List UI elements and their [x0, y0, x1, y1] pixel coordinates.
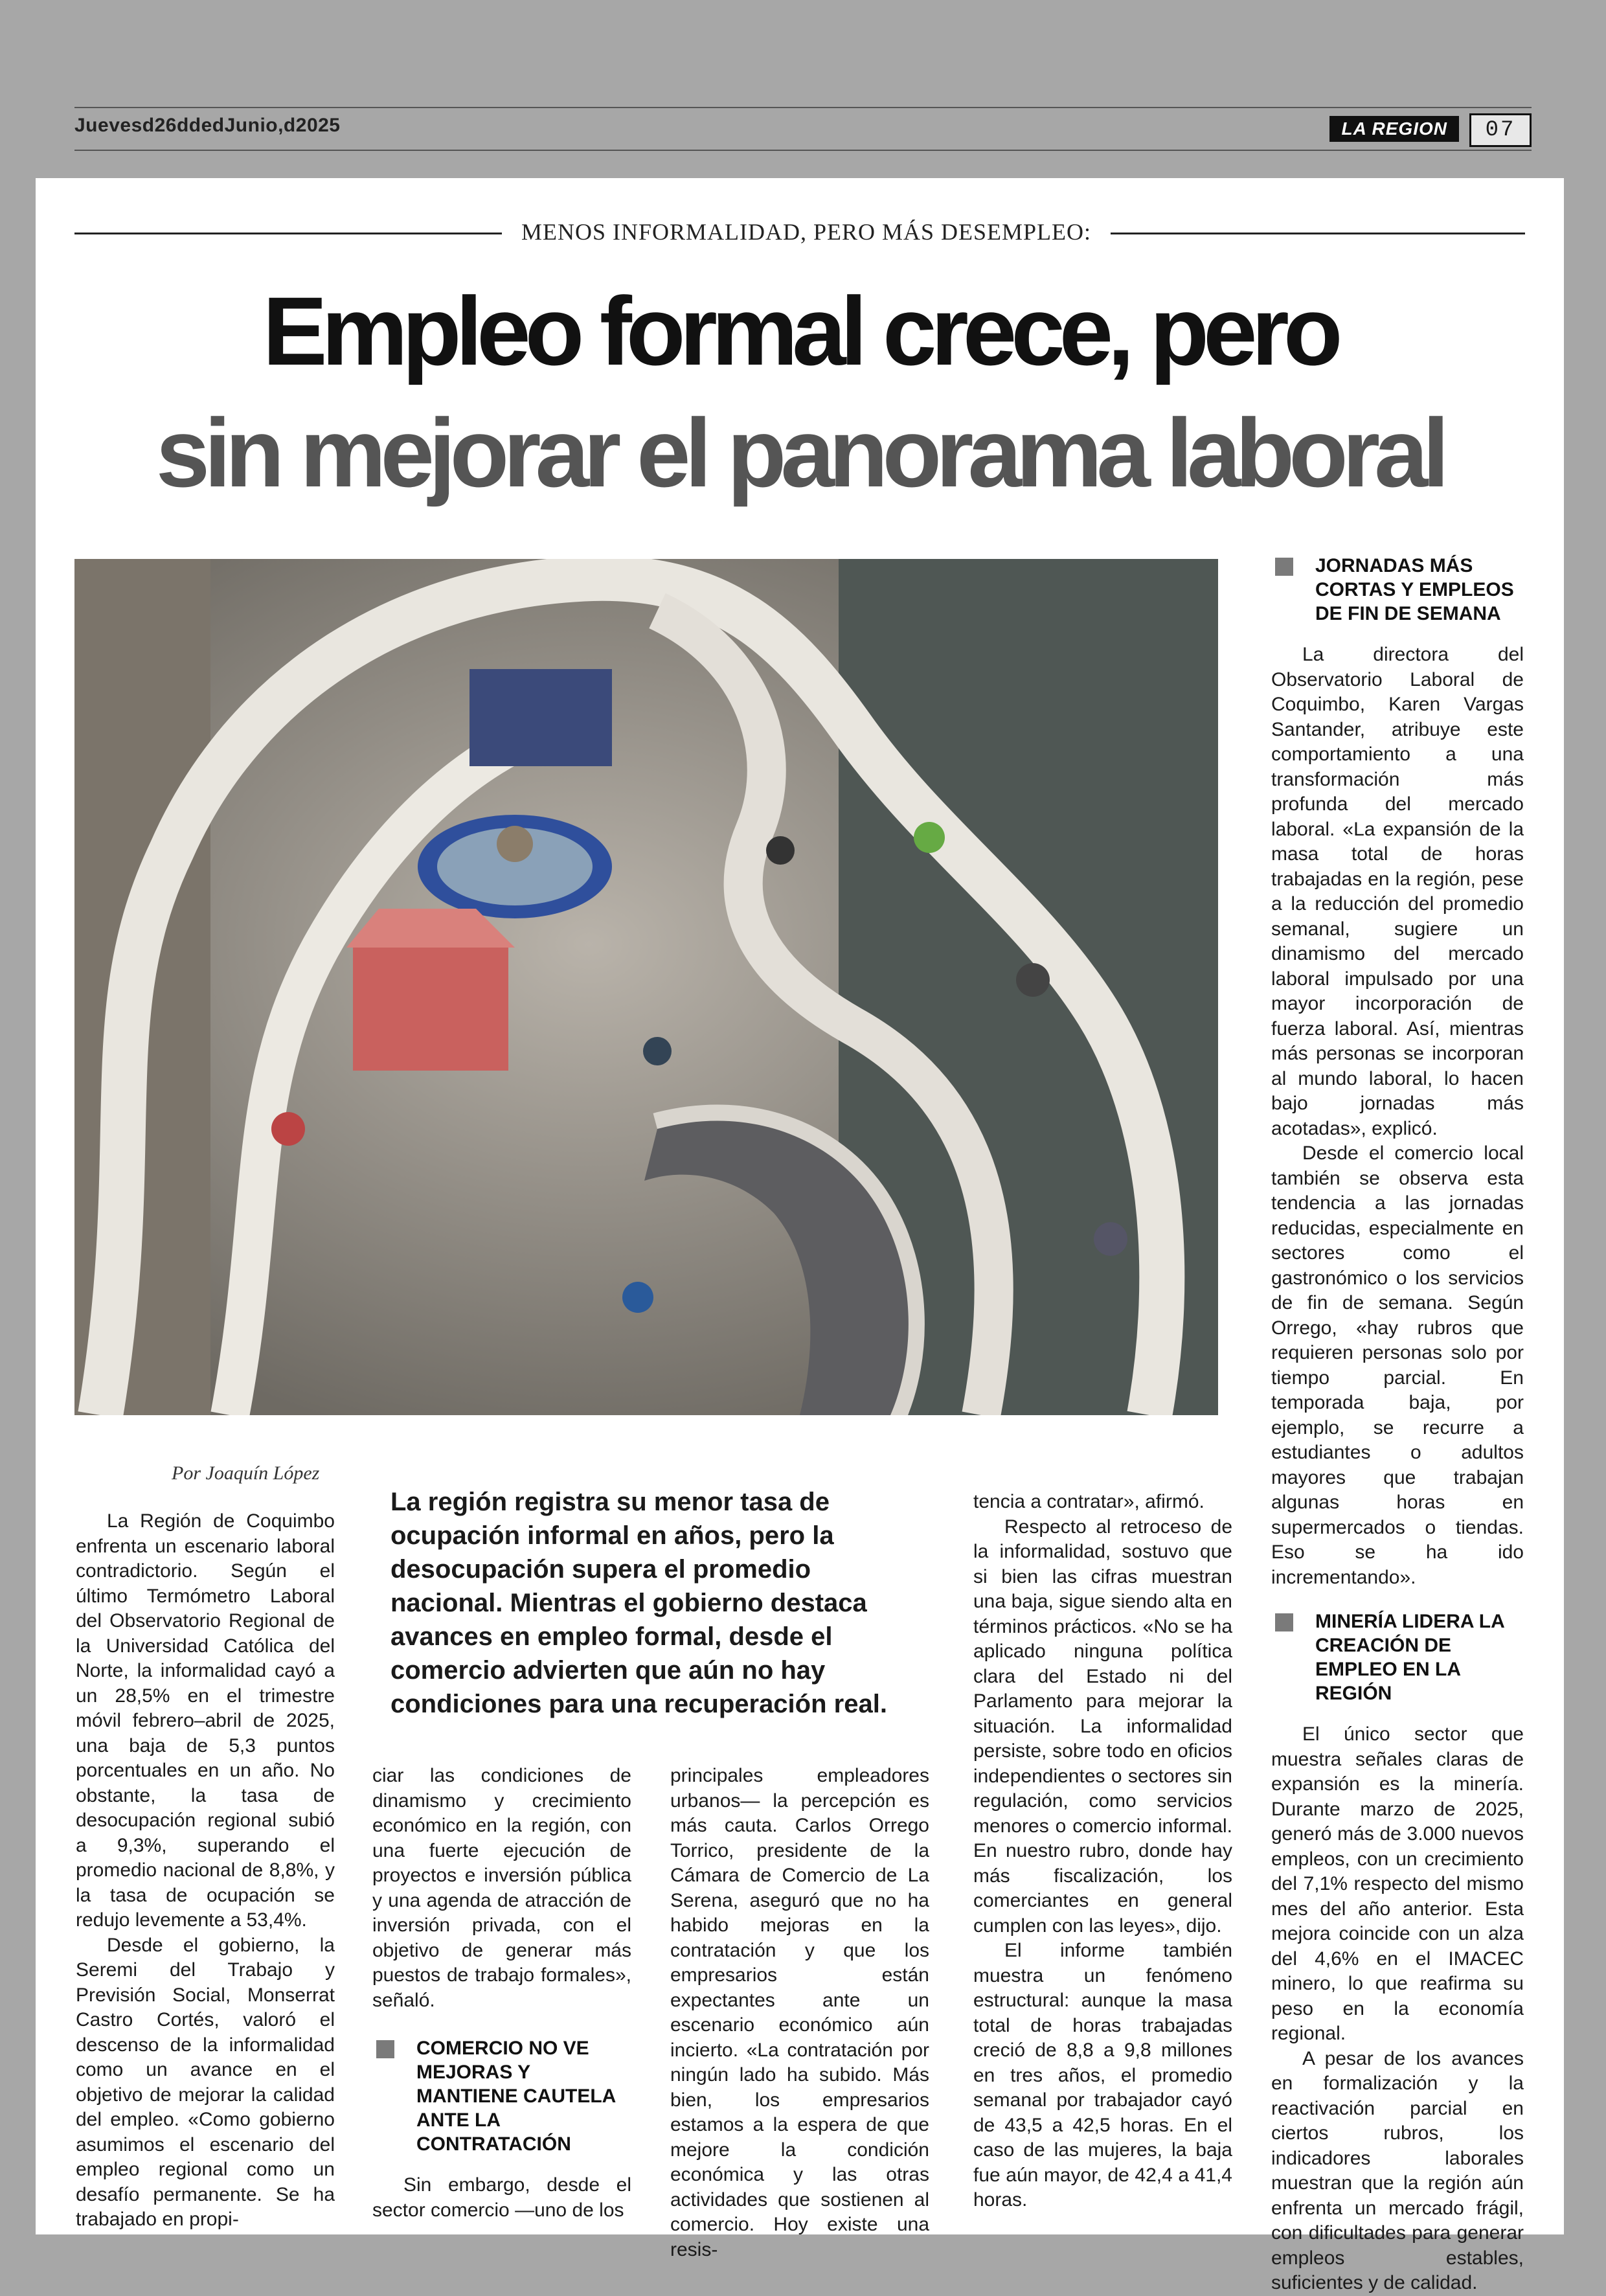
section-square-icon — [1275, 1613, 1293, 1631]
kicker-rule-right — [1111, 233, 1525, 234]
section-heading-text: COMERCIO NO VE MEJORAS Y MANTIENE CAUTELA ANTE LA CONTRATACIÓN — [416, 2038, 616, 2155]
sidebar-body-2 — [1271, 1722, 1524, 2296]
article-column-1 — [76, 1509, 335, 2233]
paragraph: La Región de Coquimbo enfrenta un escenario laboral contradictorio. Según el último Termómetro Laboral del Observatorio Regional de la Universidad Católica del Norte, la informalidad cayó a un 28,5% en el trimestre móvil febrero–abril de 2025, una baja de 5,3 puntos porcentuales en un año. No obstante, la tasa de desocupación regional subió a 9,3%, superando el promedio nacional de 8,8%, y la tasa de ocupación se redujo levemente a 53,4%. — [76, 1510, 335, 1931]
lead-paragraph: La región registra su menor tasa de ocupación informal en años, pero la desocupación supera el promedio nacional. Mientras el gobierno destaca avances en empleo formal, desde el comercio advierten que aún no hay condiciones para una recuperación real. — [390, 1488, 887, 1718]
paragraph: Desde el comercio local también se observa esta tendencia a las jornadas reducidas, especialmente en sectores como el gastronómico o los servicios de fin de semana. Según Orrego, «hay rubros que requieren personas solo por tiempo parcial. En temporada baja, por ejemplo, se recurre a estudiantes o adultos mayores que trabajan algunas horas en supermercados o tiendas. Eso se ha ido incrementando». — [1271, 1142, 1524, 1588]
article-column-2 — [372, 1764, 631, 2223]
newspaper-logo: LA REGION — [1329, 116, 1459, 142]
paragraph: El único sector que muestra señales claras de expansión es la minería. Durante marzo de 2025, generó más de 3.000 nuevos empleos, con un crecimiento del 7,1% respecto del mismo mes del año anterior. Esta mejora coincide con un alza del 4,6% en el IMACEC minero, lo que reafirma su peso en la economía regional. — [1271, 1723, 1524, 2044]
sidebar-body-1 — [1271, 642, 1524, 1590]
paragraph: tencia a contratar», afirmó. — [973, 1491, 1204, 1512]
issue-date: Juevesd26ddedJunio,d2025 — [74, 115, 341, 136]
paragraph: Sin embargo, desde el sector comercio —uno de los — [372, 2174, 631, 2221]
running-header — [74, 107, 1532, 152]
headline-line-1: Empleo formal crece, pero — [262, 277, 1337, 385]
paragraph: Respecto al retroceso de la informalidad, sostuvo que si bien las cifras muestran una baja, sigue siendo alta en términos prácticos. «No se ha aplicado ninguna política clara del Estado ni del Parlamento para mejorar la situación. La informalidad persiste, sobre todo en oficios independientes o sectores sin regulación, como servicios menores o comercio informal. En nuestro rubro, donde hay más fiscalización, los comerciantes en general cumplen con las leyes», dijo. — [973, 1516, 1232, 1937]
paragraph: A pesar de los avances en formalización y la reactivación parcial en ciertos rubros, los indicadores laborales muestran que la región aún enfrenta un mercado frágil, con dificultades para generar empleos estables, suficientes y de calidad. — [1271, 2047, 1524, 2293]
section-square-icon — [1275, 558, 1293, 576]
byline: Por Joaquín López — [172, 1462, 320, 1484]
sidebar-column — [1271, 554, 1524, 2296]
spiral-staircase-photo — [74, 559, 1218, 1415]
section-heading-jornadas — [1271, 554, 1524, 626]
newspaper-page — [36, 178, 1564, 2293]
kicker-rule-left — [74, 233, 502, 234]
article-column-4 — [973, 1490, 1232, 2213]
section-heading-mineria — [1271, 1609, 1524, 1705]
paragraph: principales empleadores urbanos— la percepción es más cauta. Carlos Orrego Torrico, presidente de la Cámara de Comercio de La Serena, aseguró que no ha habido mejoras en la contratación y que los empresarios están expectantes ante un escenario económico aún incierto. «La contratación por ningún lado ha subido. Más bien, los empresarios estamos a la espera de que mejore la condición económica y las otras actividades que sostienen al comercio. Hoy existe una resis- — [670, 1765, 929, 2260]
article-photo — [74, 559, 1218, 1415]
header-rule — [74, 107, 1532, 108]
section-heading-text: JORNADAS MÁS CORTAS Y EMPLEOS DE FIN DE SEMANA — [1315, 555, 1514, 624]
section-square-icon — [376, 2040, 394, 2058]
header-rule-bottom — [74, 150, 1532, 151]
paragraph: La directora del Observatorio Laboral de Coquimbo, Karen Vargas Santander, atribuye este comportamiento a una transformación más profunda del mercado laboral. «La expansión de la masa total de horas trabajadas en la región, pese a la reducción del promedio semanal, sugiere un dinamismo del mercado laboral impulsado por una mayor incorporación de fuerza laboral. Así, mientras más personas se incorporan al mundo laboral, lo hacen bajo jornadas más acotadas», explicó. — [1271, 644, 1524, 1139]
paragraph: Desde el gobierno, la Seremi del Trabajo y Previsión Social, Monserrat Castro Cortés, valoró el descenso de la informalidad como un avance en el objetivo de mejorar la calidad del empleo. «Como gobierno asumimos el escenario del empleo regional como un desafío permanente. Se ha trabajado en propi- — [76, 1934, 335, 2230]
kicker-bar — [74, 218, 1525, 244]
page-number: 07 — [1469, 113, 1532, 147]
kicker: MENOS INFORMALIDAD, PERO MÁS DESEMPLEO: — [521, 219, 1092, 245]
paragraph: El informe también muestra un fenómeno estructural: aunque la masa total de horas trabajadas creció de 8,8 a 9,8 millones en tres años, el promedio semanal por trabajador cayó de 43,5 a 42,5 horas. En el caso de las mujeres, la baja fue aún mayor, de 42,4 a 41,4 horas. — [973, 1940, 1232, 2211]
headline-line-2: sin mejorar el panorama laboral — [155, 398, 1444, 507]
section-heading-text: MINERÍA LIDERA LA CREACIÓN DE EMPLEO EN LA REGIÓN — [1315, 1611, 1504, 1704]
section-heading-comercio — [372, 2036, 631, 2156]
article-column-3 — [670, 1764, 929, 2262]
paragraph: ciar las condiciones de dinamismo y crecimiento económico en la región, con una fuerte ejecución de proyectos e inversión pública y una agenda de atracción de inversión privada, con el objetivo de generar más puestos de trabajo formales», señaló. — [372, 1765, 631, 2011]
